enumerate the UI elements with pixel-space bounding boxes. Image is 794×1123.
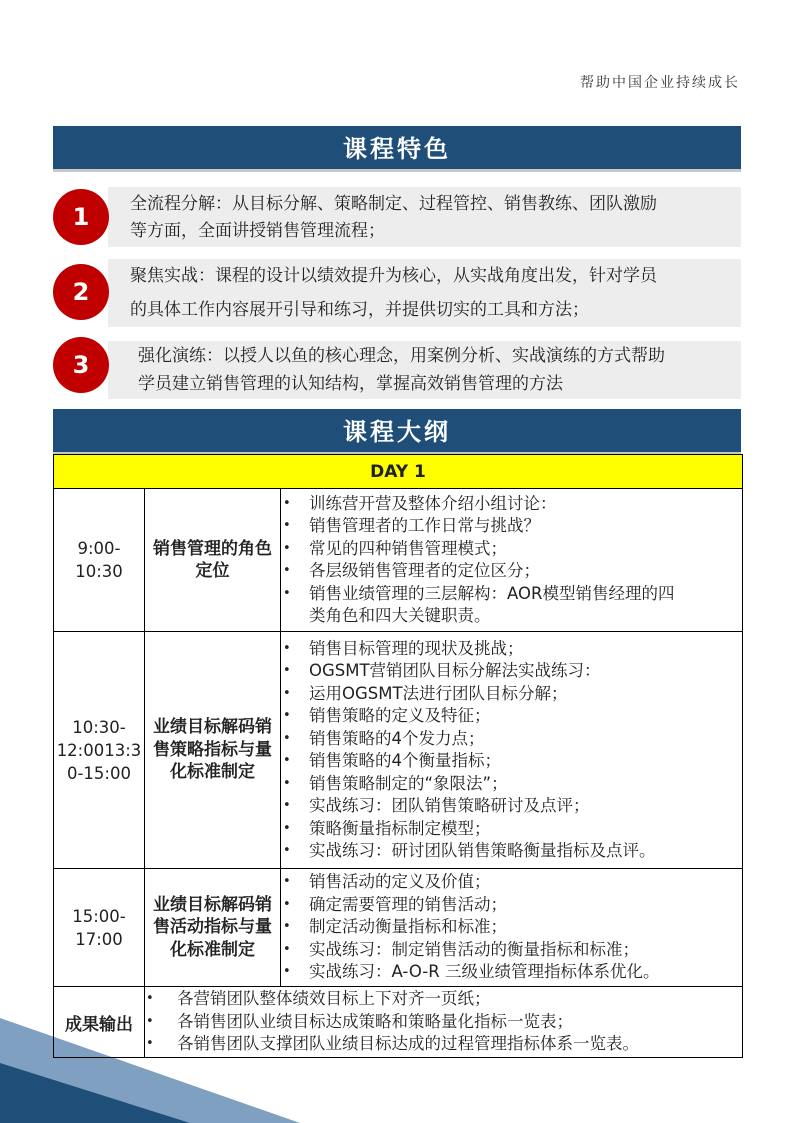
list-item: • 销售目标管理的现状及挑战； bbox=[281, 638, 742, 661]
table-row bbox=[54, 489, 743, 632]
topic-line: 售策略指标与量 bbox=[153, 739, 272, 760]
list-item: • 实战练习：团队销售策略研讨及点评； bbox=[281, 795, 742, 818]
list-item: • 实战练习：A-O-R 三级业绩管理指标体系优化。 bbox=[281, 961, 742, 984]
list-item: • 训练营开营及整体介绍小组讨论： bbox=[281, 493, 742, 516]
list-item: • 制定活动衡量指标和标准； bbox=[281, 916, 742, 939]
list-item: • 各销售团队支撑团队业绩目标达成的过程管理指标体系一览表。 bbox=[145, 1033, 742, 1056]
list-item: • 销售策略的4个衡量指标； bbox=[281, 750, 742, 773]
list-item: • 运用OGSMT法进行团队目标分解； bbox=[281, 683, 742, 706]
list-item: • 销售管理者的工作日常与挑战？ bbox=[281, 515, 742, 538]
header-tagline: 帮助中国企业持续成长 bbox=[580, 75, 740, 91]
session-items bbox=[281, 869, 743, 987]
feature-badge-3: 3 bbox=[53, 337, 109, 393]
topic-line: 业绩目标解码销 bbox=[153, 894, 272, 915]
topic-line: 化标准制定 bbox=[170, 762, 255, 783]
output-row bbox=[54, 987, 743, 1058]
features-title-band bbox=[53, 126, 741, 172]
feature-3-line-1: 强化演练：以授人以鱼的核心理念，用案例分析、实战演练的方式帮助 bbox=[138, 346, 665, 366]
session-topic bbox=[145, 869, 281, 987]
features-title: 课程特色 bbox=[343, 135, 451, 163]
outline-title-band bbox=[53, 409, 741, 455]
time-line: 15:00- bbox=[72, 906, 126, 926]
list-item: • 销售策略的定义及特征； bbox=[281, 705, 742, 728]
feature-item-2 bbox=[108, 259, 741, 327]
feature-2-line-2: 的具体工作内容展开引导和练习，并提供切实的工具和方法； bbox=[130, 300, 589, 320]
time-line: 10:30- bbox=[72, 717, 126, 737]
time-line: 10:30 bbox=[75, 562, 123, 581]
feature-badge-1: 1 bbox=[53, 189, 109, 245]
feature-item-3 bbox=[108, 341, 741, 399]
day-label: DAY 1 bbox=[54, 455, 743, 489]
session-items bbox=[281, 632, 743, 869]
feature-3-line-2: 学员建立销售管理的认知结构，掌握高效销售管理的方法 bbox=[138, 374, 563, 394]
list-item: • 销售业绩管理的三层解构：AOR模型销售经理的四 bbox=[281, 583, 742, 606]
session-time bbox=[54, 489, 145, 632]
time-line: 0-15:00 bbox=[66, 763, 131, 783]
session-time bbox=[54, 632, 145, 869]
list-item: • 策略衡量指标制定模型； bbox=[281, 818, 742, 841]
table-row bbox=[54, 869, 743, 987]
list-item-continuation: 类角色和四大关键职责。 bbox=[309, 606, 491, 625]
list-item: • 常见的四种销售管理模式； bbox=[281, 538, 742, 561]
feature-1-line-1: 全流程分解：从目标分解、策略制定、过程管控、销售教练、团队激励 bbox=[130, 194, 657, 214]
session-topic bbox=[145, 632, 281, 869]
time-line: 17:00 bbox=[75, 929, 123, 949]
list-item: • 各销售团队业绩目标达成策略和策略量化指标一览表； bbox=[145, 1011, 742, 1034]
time-line: 9:00- bbox=[77, 539, 121, 558]
topic-line: 业绩目标解码销 bbox=[153, 717, 272, 738]
list-item: • 各营销团队整体绩效目标上下对齐一页纸； bbox=[145, 988, 742, 1011]
day-row bbox=[54, 455, 743, 489]
output-items bbox=[145, 987, 743, 1058]
list-item: • 销售活动的定义及价值； bbox=[281, 871, 742, 894]
feature-1-line-2: 等方面，全面讲授销售管理流程； bbox=[130, 221, 385, 241]
list-item: • 销售策略的4个发力点； bbox=[281, 728, 742, 751]
list-item: • 实战练习：研讨团队销售策略衡量指标及点评。 bbox=[281, 840, 742, 863]
time-line: 12:0013:3 bbox=[56, 740, 142, 760]
feature-2-line-1: 聚焦实战：课程的设计以绩效提升为核心，从实战角度出发，针对学员 bbox=[130, 266, 657, 286]
list-item: • 实战练习：制定销售活动的衡量指标和标准； bbox=[281, 939, 742, 962]
outline-title: 课程大纲 bbox=[343, 418, 451, 446]
session-topic bbox=[145, 489, 281, 632]
topic-line: 销售管理的角色 bbox=[153, 538, 272, 559]
session-time bbox=[54, 869, 145, 987]
topic-line: 化标准制定 bbox=[170, 939, 255, 960]
topic-line: 售活动指标与量 bbox=[153, 917, 272, 938]
session-items bbox=[281, 489, 743, 632]
list-item: • OGSMT营销团队目标分解法实战练习： bbox=[281, 660, 742, 683]
outline-table bbox=[53, 454, 743, 1058]
list-item: • 销售策略制定的“象限法”； bbox=[281, 773, 742, 796]
feature-item-1 bbox=[108, 187, 741, 247]
topic-line: 定位 bbox=[195, 561, 230, 581]
table-row bbox=[54, 632, 743, 869]
output-label: 成果输出 bbox=[54, 987, 145, 1058]
feature-badge-2: 2 bbox=[53, 264, 109, 320]
list-item: • 确定需要管理的销售活动； bbox=[281, 894, 742, 917]
list-item: • 各层级销售管理者的定位区分； bbox=[281, 560, 742, 583]
